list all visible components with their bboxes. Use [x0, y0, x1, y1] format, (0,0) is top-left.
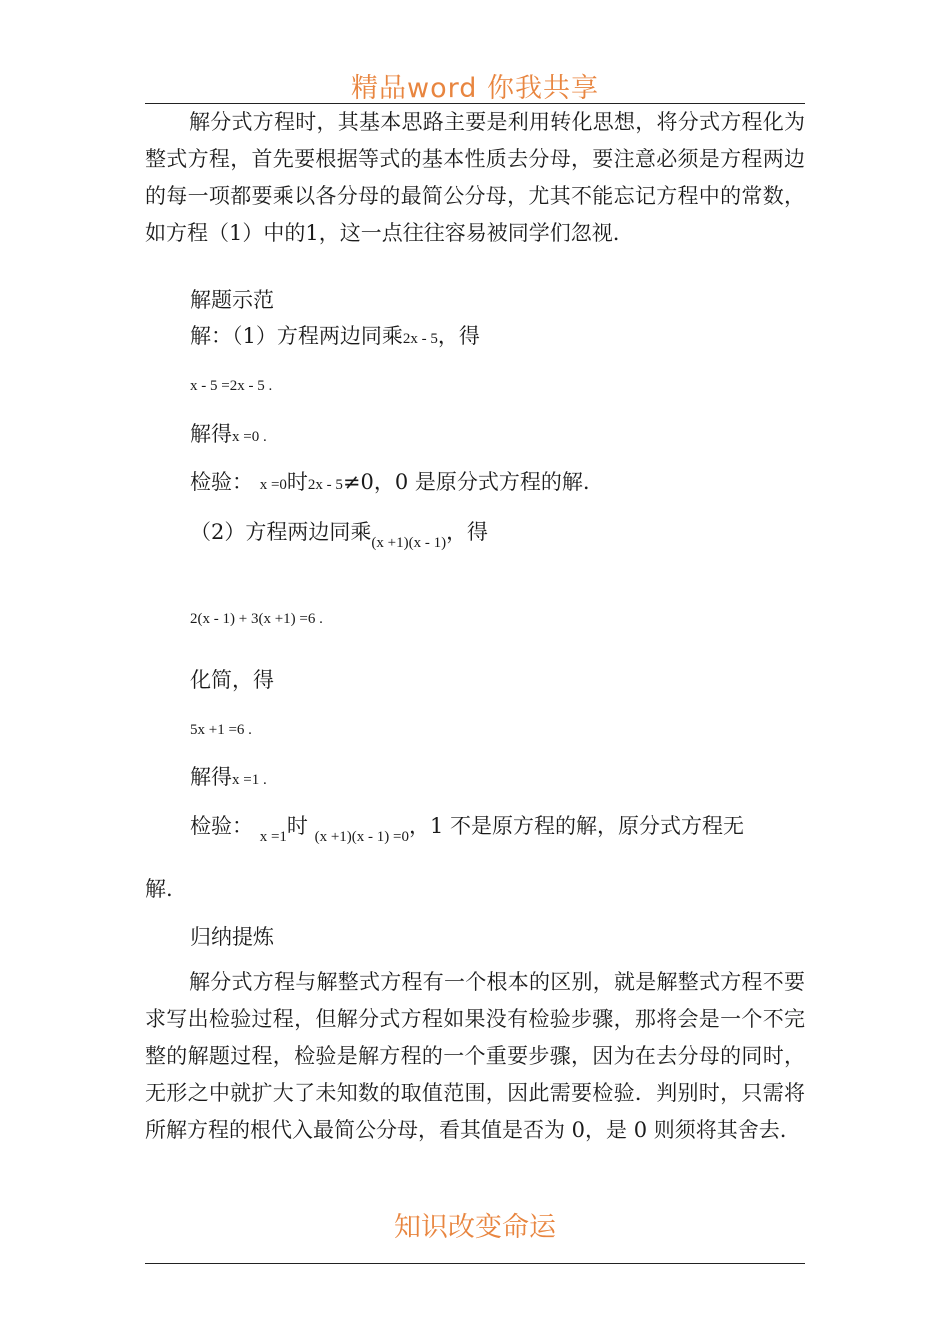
math-expression: x =1 . — [232, 772, 267, 788]
solution-text: 解：（1）方程两边同乘 — [190, 324, 403, 348]
math-expression: (x +1)(x - 1) — [371, 535, 447, 551]
solution-line-9 — [190, 761, 267, 791]
solution-text: 时 — [286, 814, 308, 838]
solution-line-11: 解. — [145, 877, 173, 901]
math-expression: 2x - 5 — [402, 331, 438, 347]
footer-divider — [145, 1263, 805, 1264]
math-expression: x =0 — [259, 477, 287, 493]
page-footer-title: 知识改变命运 — [394, 1212, 556, 1243]
solution-line-2 — [190, 371, 272, 395]
solution-text: ，得 — [437, 324, 480, 348]
example-heading: 解题示范 — [190, 288, 274, 312]
summary-paragraph: 解分式方程与解整式方程有一个根本的区别，就是解整式方程不要求写出检验过程，但解分式方程如果没有检验步骤，那将会是一个不完整的解题过程，检验是解方程的一个重要步骤，因为在去分母的同时，无形之中就扩大了未知数的取值范围，因此需要检验．判别时，只需将所解方程的根代入最简公分母，看其值是否为 0，是 0 则须将其舍去. — [145, 970, 805, 1142]
solution-text: （2）方程两边同乘 — [190, 520, 372, 544]
solution-line-3 — [190, 418, 267, 448]
solution-line-4 — [190, 466, 590, 496]
solution-line-5 — [190, 516, 489, 551]
math-expression: 5x +1 =6 . — [190, 722, 252, 738]
solution-text: 解得 — [190, 422, 232, 446]
math-expression: x - 5 =2x - 5 . — [190, 378, 273, 394]
math-expression: 2x - 5 — [307, 477, 343, 493]
solution-text: 解得 — [190, 765, 232, 789]
solution-line-6 — [190, 604, 323, 628]
page-header-title: 精品word 你我共享 — [351, 73, 599, 104]
solution-text: 时 — [286, 470, 308, 494]
solution-line-8 — [190, 715, 252, 739]
solution-line-7: 化简，得 — [190, 668, 274, 692]
solution-line-10 — [190, 810, 745, 845]
solution-line-1 — [190, 320, 480, 350]
solution-text: ，1 不是原方程的解，原分式方程无 — [409, 814, 745, 838]
math-expression: 2(x - 1) + 3(x +1) =6 . — [190, 611, 323, 627]
solution-text: 检验： — [190, 470, 253, 494]
solution-text: ≠0，0 是原分式方程的解. — [342, 470, 590, 494]
math-expression: (x +1)(x - 1) =0 — [314, 829, 409, 845]
math-expression: x =0 . — [232, 429, 267, 445]
intro-paragraph: 解分式方程时，其基本思路主要是利用转化思想，将分式方程化为整式方程，首先要根据等式的基本性质去分母，要注意必须是方程两边的每一项都要乘以各分母的最简公分母，尤其不能忘记方程中的常数，如方程（1）中的1，这一点往往容易被同学们忽视. — [145, 110, 805, 245]
solution-text: 检验： — [190, 814, 253, 838]
solution-text: ，得 — [446, 520, 489, 544]
math-expression: x =1 — [259, 829, 287, 845]
summary-heading: 归纳提炼 — [190, 925, 274, 949]
